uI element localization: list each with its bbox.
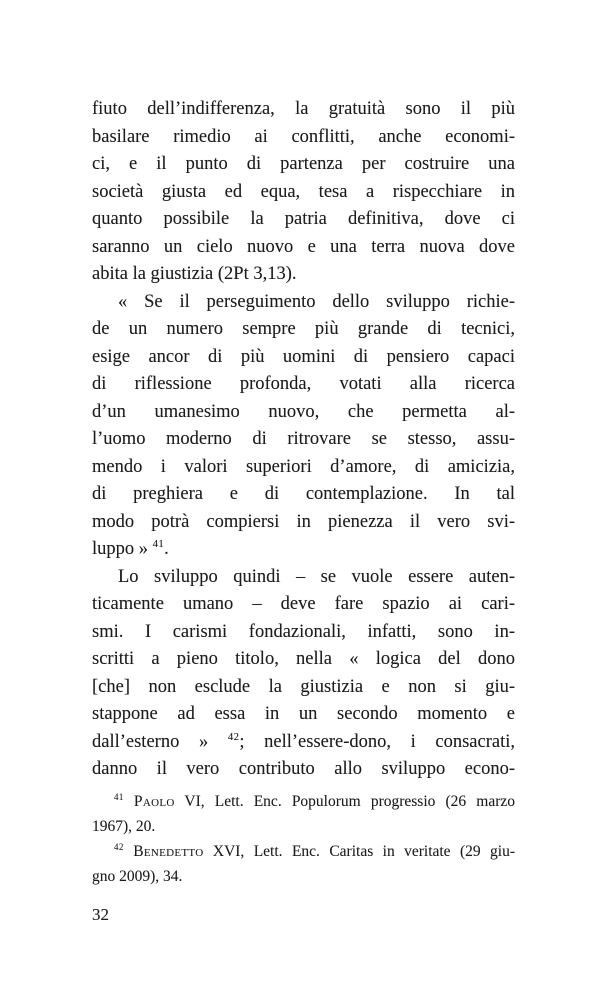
body-text-line <box>92 96 515 124</box>
footnote-marker: 41 <box>152 537 165 550</box>
text-segment: danno il vero contributo allo sviluppo econo- <box>92 759 515 779</box>
body-text-line <box>92 344 515 372</box>
page-number: 32 <box>92 904 109 924</box>
body-text-line <box>92 701 515 729</box>
text-segment: 3,13). <box>248 264 297 284</box>
italic-text-segment: abita la giustizia <box>92 264 214 284</box>
text-segment: VI, Lett. Enc. <box>174 792 292 810</box>
text-segment: 1967), 20. <box>92 817 156 835</box>
body-text-line <box>92 509 515 537</box>
text-segment: modo potrà compiersi in pienezza il vero svi- <box>92 511 515 532</box>
footnote-line <box>92 839 515 864</box>
body-text-line <box>92 619 515 647</box>
text-segment: [che] non esclude la giustizia e non si giu- <box>92 676 515 697</box>
text-segment: ci, e il punto di partenza per costruire una <box>92 154 515 174</box>
text-segment: smi. I carismi fondazionali, infatti, sono in- <box>92 621 515 642</box>
body-text-line <box>92 124 515 152</box>
text-segment: dall’esterno » <box>92 731 228 752</box>
footnote-marker: 42 <box>227 730 240 743</box>
body-text-line <box>92 756 515 784</box>
italic-text-segment: Populorum progressio <box>291 792 436 810</box>
body-text-line <box>92 234 515 262</box>
text-segment <box>124 843 133 860</box>
text-segment <box>124 793 134 810</box>
body-text-line <box>92 564 515 592</box>
text-segment: gno 2009), 34. <box>92 867 183 885</box>
body-text-line <box>92 426 515 454</box>
text-segment: Lo sviluppo quindi – se vuole essere auten- <box>118 566 515 587</box>
italic-text-segment: Caritas in veritate <box>329 842 451 860</box>
body-text-line <box>92 481 515 509</box>
text-segment: luppo » <box>92 539 153 559</box>
text-segment: d’un umanesimo nuovo, che permetta al- <box>92 401 515 422</box>
body-text <box>92 96 515 784</box>
smallcaps-text-segment: Paolo <box>133 792 175 810</box>
body-text-line <box>92 674 515 702</box>
body-text-line <box>92 454 515 482</box>
text-segment: fiuto dell’indifferenza, la gratuità sono il più <box>92 99 515 119</box>
text-segment: di riflessione profonda, votati alla ricerca <box>92 374 515 394</box>
footnote-marker: 42 <box>114 841 124 852</box>
body-text-line <box>92 179 515 207</box>
italic-text-segment: 2Pt <box>224 264 249 284</box>
text-segment: scritti a pieno titolo, nella « logica del dono <box>92 649 515 669</box>
body-text-line <box>92 371 515 399</box>
body-text-line <box>92 206 515 234</box>
italic-text-segment: essere-dono <box>298 731 387 752</box>
italic-text-segment: un cielo nuovo e una terra nuova dove <box>163 236 515 257</box>
footnotes-block <box>92 789 515 889</box>
text-segment: stappone ad essa in un secondo momento e <box>92 704 515 724</box>
footnote-marker: 41 <box>114 791 124 802</box>
text-segment: ( <box>213 264 225 284</box>
body-text-line <box>92 316 515 344</box>
text-segment: XVI, Lett. Enc. <box>203 842 330 860</box>
text-segment: . <box>164 539 169 559</box>
body-text-line <box>92 289 515 317</box>
body-text-line <box>92 536 515 564</box>
smallcaps-text-segment: Benedetto <box>133 842 204 860</box>
text-segment: società giusta ed equa, tesa a rispecchiare in <box>92 181 515 202</box>
body-text-line <box>92 151 515 179</box>
text-segment: (26 marzo <box>435 792 516 810</box>
text-segment: esige ancor di più uomini di pensiero capaci <box>92 346 515 367</box>
body-text-line <box>92 399 515 427</box>
text-segment: (29 giu- <box>450 842 515 860</box>
footnote-line <box>92 789 515 814</box>
body-text-line <box>92 591 515 619</box>
text-segment: quanto possibile la patria definitiva, dove ci <box>92 209 515 229</box>
text-segment: mendo i valori superiori d’amore, di amicizia, <box>92 456 515 477</box>
text-segment: , i consacrati, <box>386 731 516 752</box>
text-segment: di preghiera e di contemplazione. In tal <box>92 484 515 504</box>
footnote-line <box>92 864 515 889</box>
text-segment: ; nell’ <box>239 731 299 752</box>
text-segment: de un numero sempre più grande di tecnici, <box>92 319 515 339</box>
footnote-line <box>92 814 515 839</box>
body-text-line <box>92 261 515 289</box>
text-segment: ticamente umano – deve fare spazio ai cari- <box>92 594 515 614</box>
text-segment: l’uomo moderno di ritrovare se stesso, assu- <box>92 429 515 449</box>
text-segment: saranno <box>92 236 164 257</box>
text-segment: « Se il perseguimento dello sviluppo richie- <box>118 291 515 312</box>
text-segment: basilare rimedio ai conflitti, anche economi- <box>92 126 515 147</box>
body-text-line <box>92 646 515 674</box>
body-text-line <box>92 729 515 757</box>
